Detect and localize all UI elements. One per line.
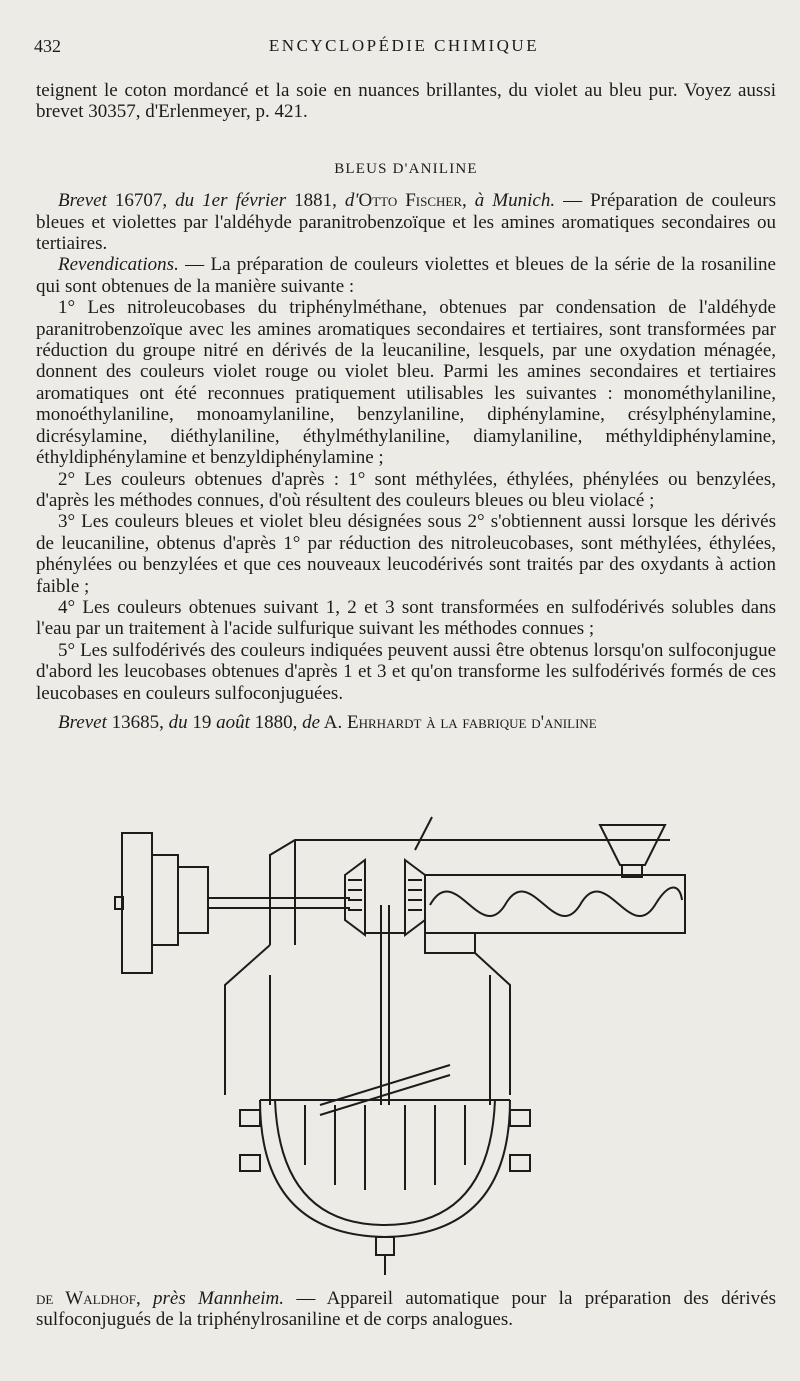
frame-top bbox=[270, 840, 670, 945]
caption-text: — Appareil automatique pour la préparation des dérivés sulfoconjugués de la triphénylrosaniline et de corps analogues. bbox=[36, 1288, 776, 1331]
pulley-collar bbox=[178, 867, 208, 933]
patent-label: Brevet bbox=[58, 190, 107, 212]
patent-author: Otto Fischer bbox=[358, 190, 463, 212]
patent2-de: de bbox=[302, 711, 321, 733]
page-number: 432 bbox=[34, 36, 61, 56]
apparatus-drawing bbox=[110, 805, 700, 1280]
patent2-date: du bbox=[168, 711, 188, 733]
reactor-bowl-outer bbox=[260, 1100, 510, 1237]
caption-place: près Mannheim. bbox=[140, 1288, 285, 1309]
patent-paragraph-13685 bbox=[36, 712, 776, 733]
patent-sep: , bbox=[462, 190, 475, 212]
pulley-hub bbox=[152, 855, 178, 945]
patent2-author: A. Ehrhardt à la fabrique d'aniline bbox=[320, 711, 597, 733]
side-valve-left-upper bbox=[240, 1110, 260, 1126]
side-valve-right-lower bbox=[510, 1155, 530, 1171]
claim-2: 2° Les couleurs obtenues d'après : 1° sont méthylées, éthylées, phénylées ou benzylées, d'après les méthodes connues, d'où résultent des couleurs bleues ou bleu violacé ; bbox=[36, 468, 776, 511]
reactor-cone-left bbox=[225, 945, 270, 1095]
apparatus-figure bbox=[110, 805, 700, 1280]
stirrer-blade bbox=[320, 1075, 450, 1115]
caption-paragraph bbox=[36, 1288, 776, 1331]
bottom-outlet bbox=[376, 1237, 394, 1255]
feed-pipe bbox=[425, 933, 475, 953]
claim-3: 3° Les couleurs bleues et violet bleu désignées sous 2° s'obtiennent aussi lorsque les dérivés de leucaniline, obtenus d'après 1° par réduction des nitroleucobases, sont méthylées, éthylées, phénylées ou benzylées et que ces nouveaux leucodérivés sont traités par des oxydants à action faible ; bbox=[36, 511, 776, 597]
patent2-number: 13685, bbox=[106, 711, 169, 733]
patent2-year: 1880, bbox=[249, 711, 303, 733]
lever-rod bbox=[415, 817, 432, 850]
running-title: ENCYCLOPÉDIE CHIMIQUE bbox=[268, 36, 540, 55]
claim-5: 5° Les sulfodérivés des couleurs indiquées peuvent aussi être obtenus lorsqu'on sulfoconjugue d'abord les leucobases obtenues d'après 1 et 3 et qu'on transforme les sulfodérivés formés de ces leucobases en couleurs sulfoconjuguées. bbox=[36, 639, 776, 704]
patent-year: 1881, bbox=[286, 190, 345, 212]
patent-date: du 1er février bbox=[175, 190, 287, 212]
figure-caption bbox=[36, 1288, 776, 1331]
page-header bbox=[34, 36, 774, 62]
revendications-paragraph bbox=[36, 254, 776, 297]
revendications-text: — La préparation de couleurs violettes et bleues de la série de la rosaniline qui sont obtenues de la manière suivante : bbox=[36, 254, 776, 297]
caption-lead: de Waldhof, bbox=[36, 1288, 141, 1309]
patent-place: à Munich. bbox=[474, 190, 556, 212]
patent2-day: 19 bbox=[187, 711, 217, 733]
patent-de: d' bbox=[344, 190, 359, 212]
bevel-gear-right bbox=[405, 860, 425, 935]
reactor-bowl-inner bbox=[275, 1100, 495, 1225]
patent-paragraph-16707 bbox=[36, 190, 776, 254]
patent2-label: Brevet bbox=[58, 711, 107, 733]
screw-conveyor bbox=[430, 888, 682, 917]
side-valve-left-lower bbox=[240, 1155, 260, 1171]
conveyor-trough bbox=[425, 875, 685, 933]
reactor-cone-right bbox=[475, 953, 510, 1095]
side-valve-right-upper bbox=[510, 1110, 530, 1126]
page-body bbox=[36, 80, 776, 733]
paragraph-continued: teignent le coton mordancé et la soie en nuances brillantes, du violet au bleu pur. Voyez aussi brevet 30357, d'Erlenmeyer, p. 421. bbox=[36, 80, 776, 123]
patent2-month: août bbox=[216, 711, 250, 733]
claim-4: 4° Les couleurs obtenues suivant 1, 2 et 3 sont transformées en sulfodérivés solubles dans l'eau par un traitement à l'acide sulfurique suivant les méthodes connues ; bbox=[36, 596, 776, 640]
patent-number: 16707, bbox=[106, 190, 176, 212]
hopper bbox=[600, 825, 665, 865]
pulley-outer bbox=[122, 833, 152, 973]
section-heading: BLEUS D'ANILINE bbox=[334, 160, 478, 177]
patent-description: — Préparation de couleurs bleues et violettes par l'aldéhyde paranitrobenzoïque et les amines aromatiques secondaires ou tertiaires. bbox=[36, 190, 776, 255]
revendications-label: Revendications. bbox=[58, 254, 179, 276]
claim-1: 1° Les nitroleucobases du triphénylméthane, obtenues par condensation de l'aldéhyde paranitrobenzoïque avec les amines aromatiques secondaires et tertiaires, sont transformées par réduction du groupe nitré en dérivés de la leucaniline, lesquels, par une oxydation ménagée, donnent des couleurs violet rouge ou violet bleu. Parmi les amines secondaires et tertiaires aromatiques ont été reconnues pratiquement utilisables les suivantes : monométhylaniline, monoéthylaniline, monoamylaniline, benzylaniline, diphénylamine, crésylphénylamine, dicrésylamine, diéthylaniline, éthylméthylaniline, diamylaniline, méthyldiphénylamine, éthyldiphénylamine et benzyldiphénylamine ; bbox=[36, 297, 776, 469]
